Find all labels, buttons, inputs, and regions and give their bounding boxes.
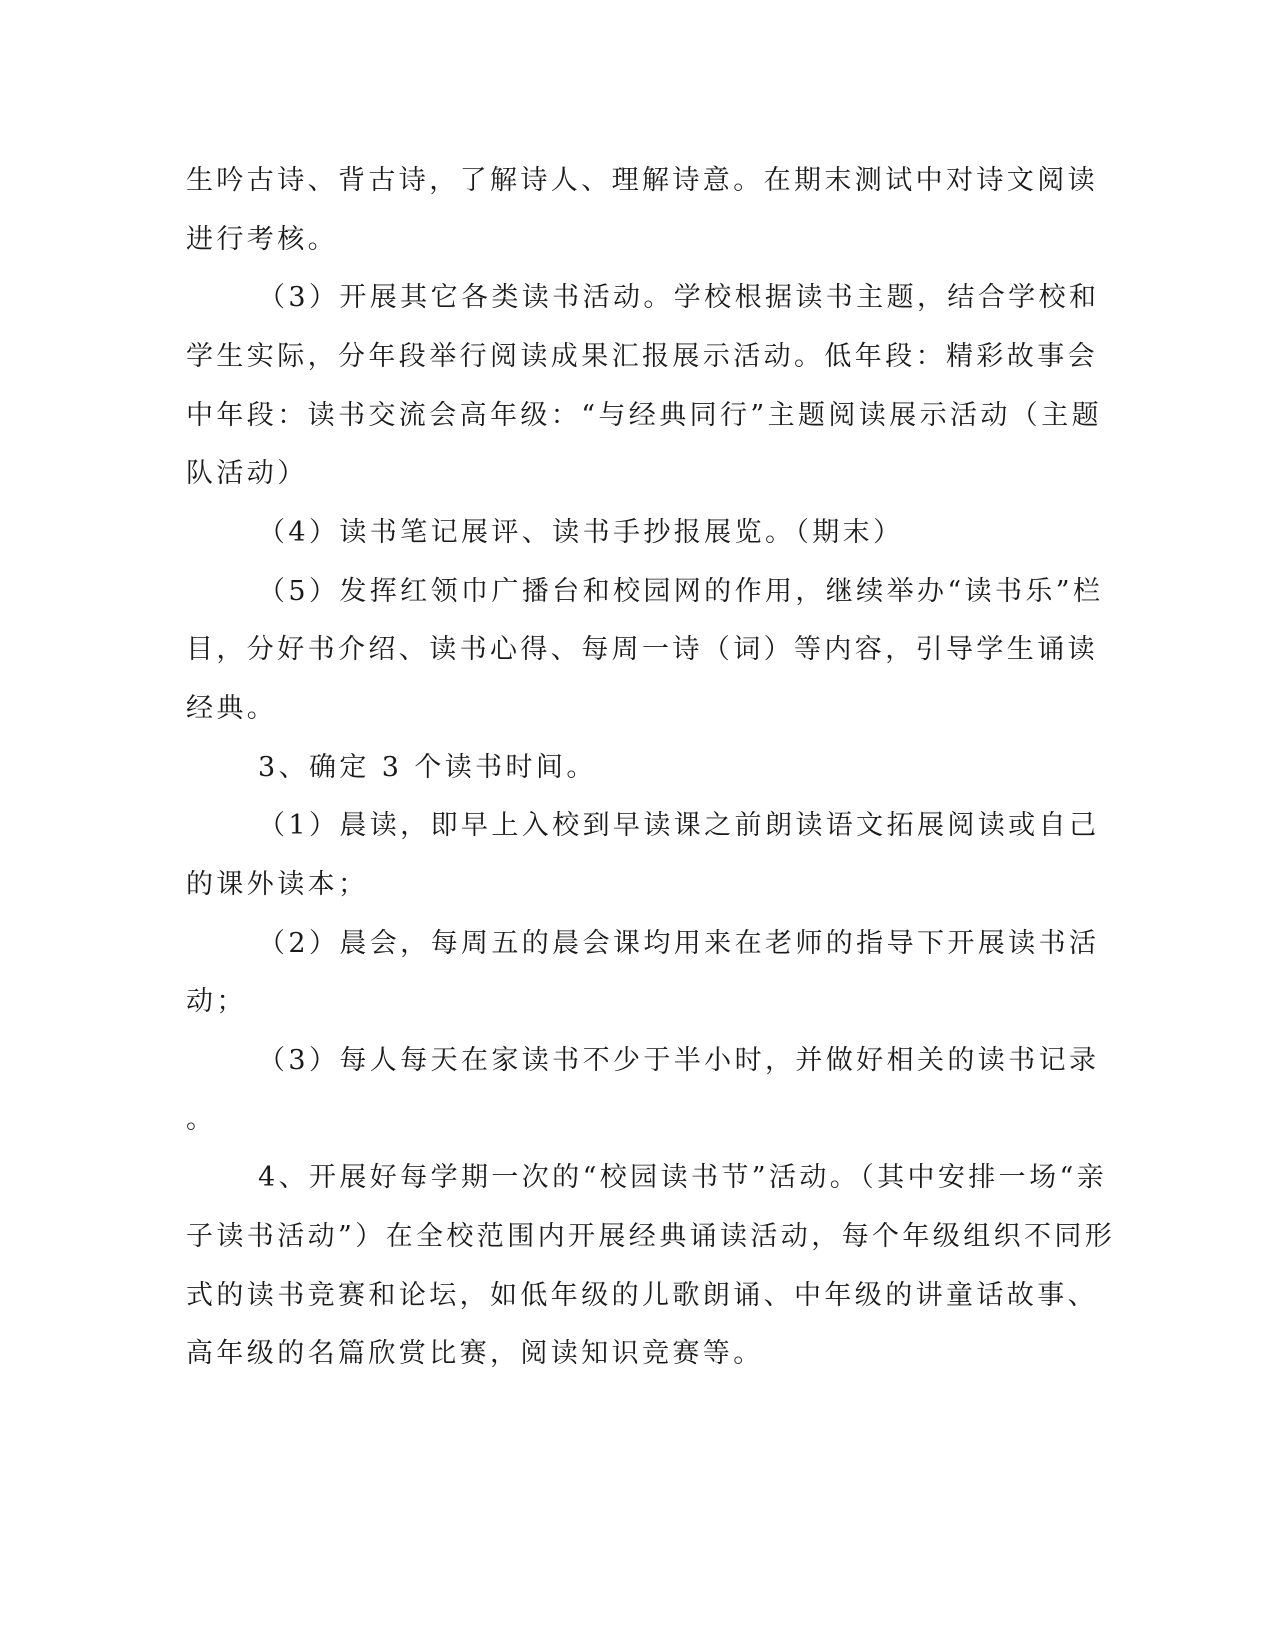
text-line: 中年段：读书交流会高年级：“与经典同行”主题阅读展示活动（主题	[186, 400, 1103, 431]
text-line: 目，分好书介绍、读书心得、每周一诗（词）等内容，引导学生诵读	[186, 634, 1098, 665]
text-line: 高年级的名篇欣赏比赛，阅读知识竞赛等。	[186, 1338, 764, 1369]
text-line: 经典。	[186, 693, 278, 724]
text-line: 子读书活动”）在全校范围内开展经典诵读活动，每个年级组织不同形	[186, 1221, 1116, 1252]
text-line: （5）发挥红领巾广播台和校园网的作用，继续举办“读书乐”栏	[258, 576, 1104, 607]
text-line: 的课外读本；	[186, 869, 369, 900]
text-line: 学生实际，分年段举行阅读成果汇报展示活动。低年段：精彩故事会	[186, 341, 1098, 372]
text-line: （3）开展其它各类读书活动。学校根据读书主题，结合学校和	[258, 282, 1100, 313]
text-line: （4）读书笔记展评、读书手抄报展览。（期末）	[258, 517, 904, 548]
text-line: 4、开展好每学期一次的“校园读书节”活动。（其中安排一场“亲	[258, 1162, 1108, 1193]
text-line: 生吟古诗、背古诗，了解诗人、理解诗意。在期末测试中对诗文阅读	[186, 165, 1098, 196]
text-line: 式的读书竞赛和论坛，如低年级的儿歌朗诵、中年级的讲童话故事、	[186, 1280, 1098, 1311]
text-line: （3）每人每天在家读书不少于半小时，并做好相关的读书记录	[258, 1045, 1100, 1076]
text-line: 3、确定 3 个读书时间。	[258, 752, 597, 783]
text-line: （2）晨会，每周五的晨会课均用来在老师的指导下开展读书活	[258, 928, 1100, 959]
text-line: 进行考核。	[186, 224, 338, 255]
text-line: 队活动）	[186, 458, 308, 489]
text-line: （1）晨读，即早上入校到早读课之前朗读语文拓展阅读或自己	[258, 810, 1100, 841]
text-line: 。	[186, 1104, 217, 1135]
text-line: 动；	[186, 986, 247, 1017]
